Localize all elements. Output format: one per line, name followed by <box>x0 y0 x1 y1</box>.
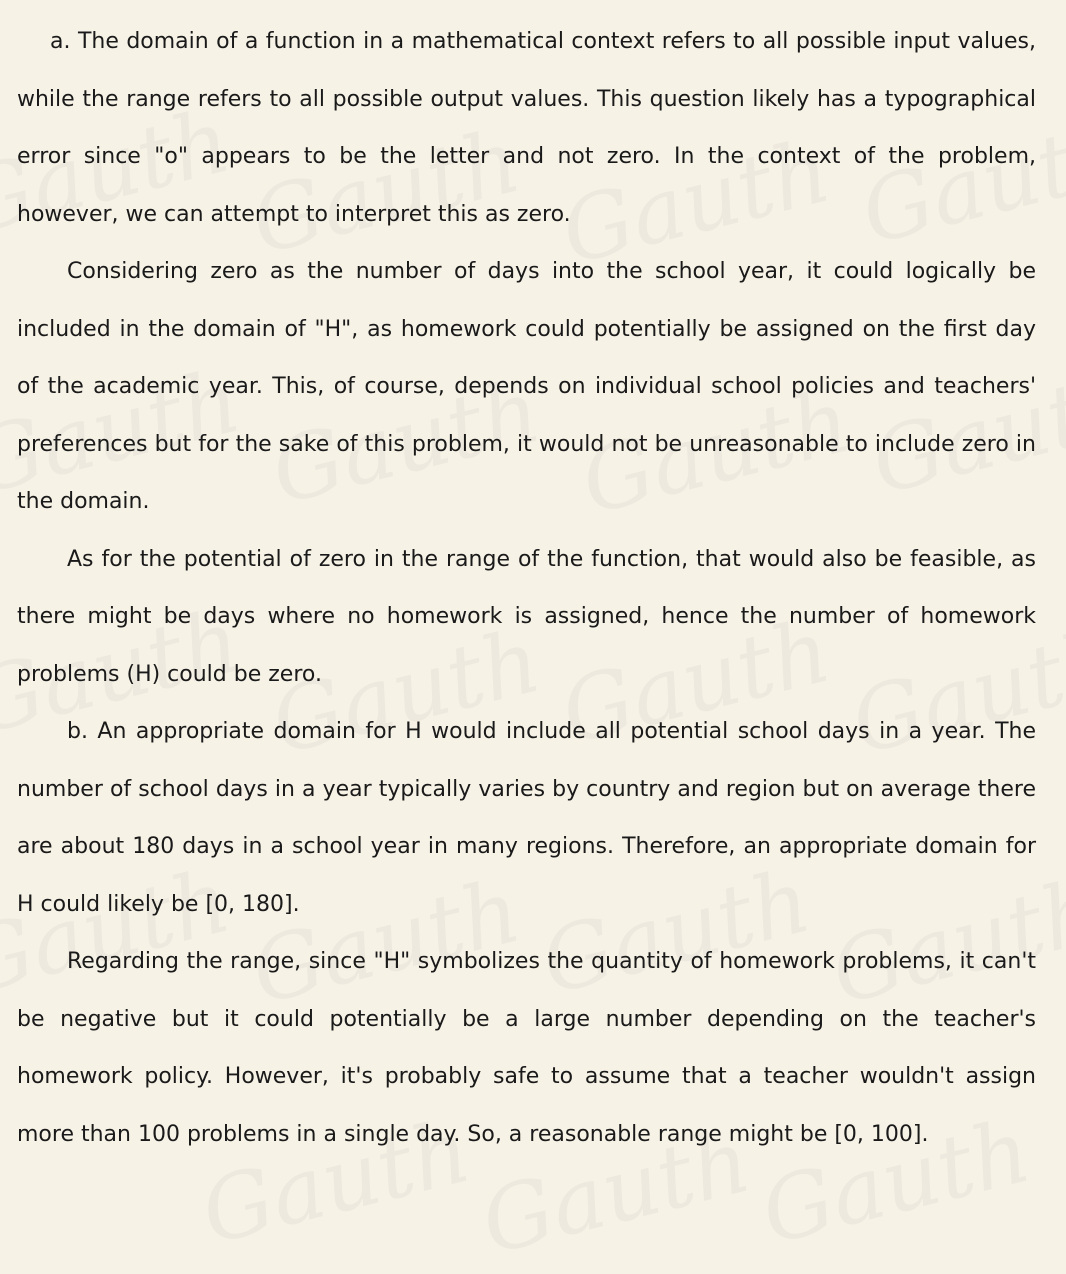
paragraph-zero-in-range: As for the potential of zero in the range of the function, that would also be feasible, as there might be days where no homework is assigned, hence the number of homework problems (H) could be zero. <box>17 546 1036 687</box>
paragraph-part-a: a. The domain of a function in a mathematical context refers to all possible input values, while the range refers to all possible output values. This question likely has a typographical error since "o" appears to be the letter and not zero. In the context of the problem, however, we can attempt to interpret this as zero. <box>17 29 1036 227</box>
paragraph-part-b-domain: b. An appropriate domain for H would include all potential school days in a year. The number of school days in a year typically varies by country and region but on average there are about 180 days in a school year in many regions. Therefore, an appropriate domain for H could likely be [0, 180]. <box>17 719 1036 917</box>
paragraph-part-b-range: Regarding the range, since "H" symbolizes the quantity of homework problems, it can't be negative but it could potentially be a large number depending on the teacher's homework policy. However, it's probably safe to assume that a teacher wouldn't assign more than 100 problems in a single day. So, a reasonable range might be [0, 100]. <box>17 949 1036 1147</box>
paragraph-zero-in-domain: Considering zero as the number of days into the school year, it could logically be included in the domain of "H", as homework could potentially be assigned on the first day of the academic year. This, of course, depends on individual school policies and teachers' preferences but for the sake of this problem, it would not be unreasonable to include zero in the domain. <box>17 259 1036 514</box>
